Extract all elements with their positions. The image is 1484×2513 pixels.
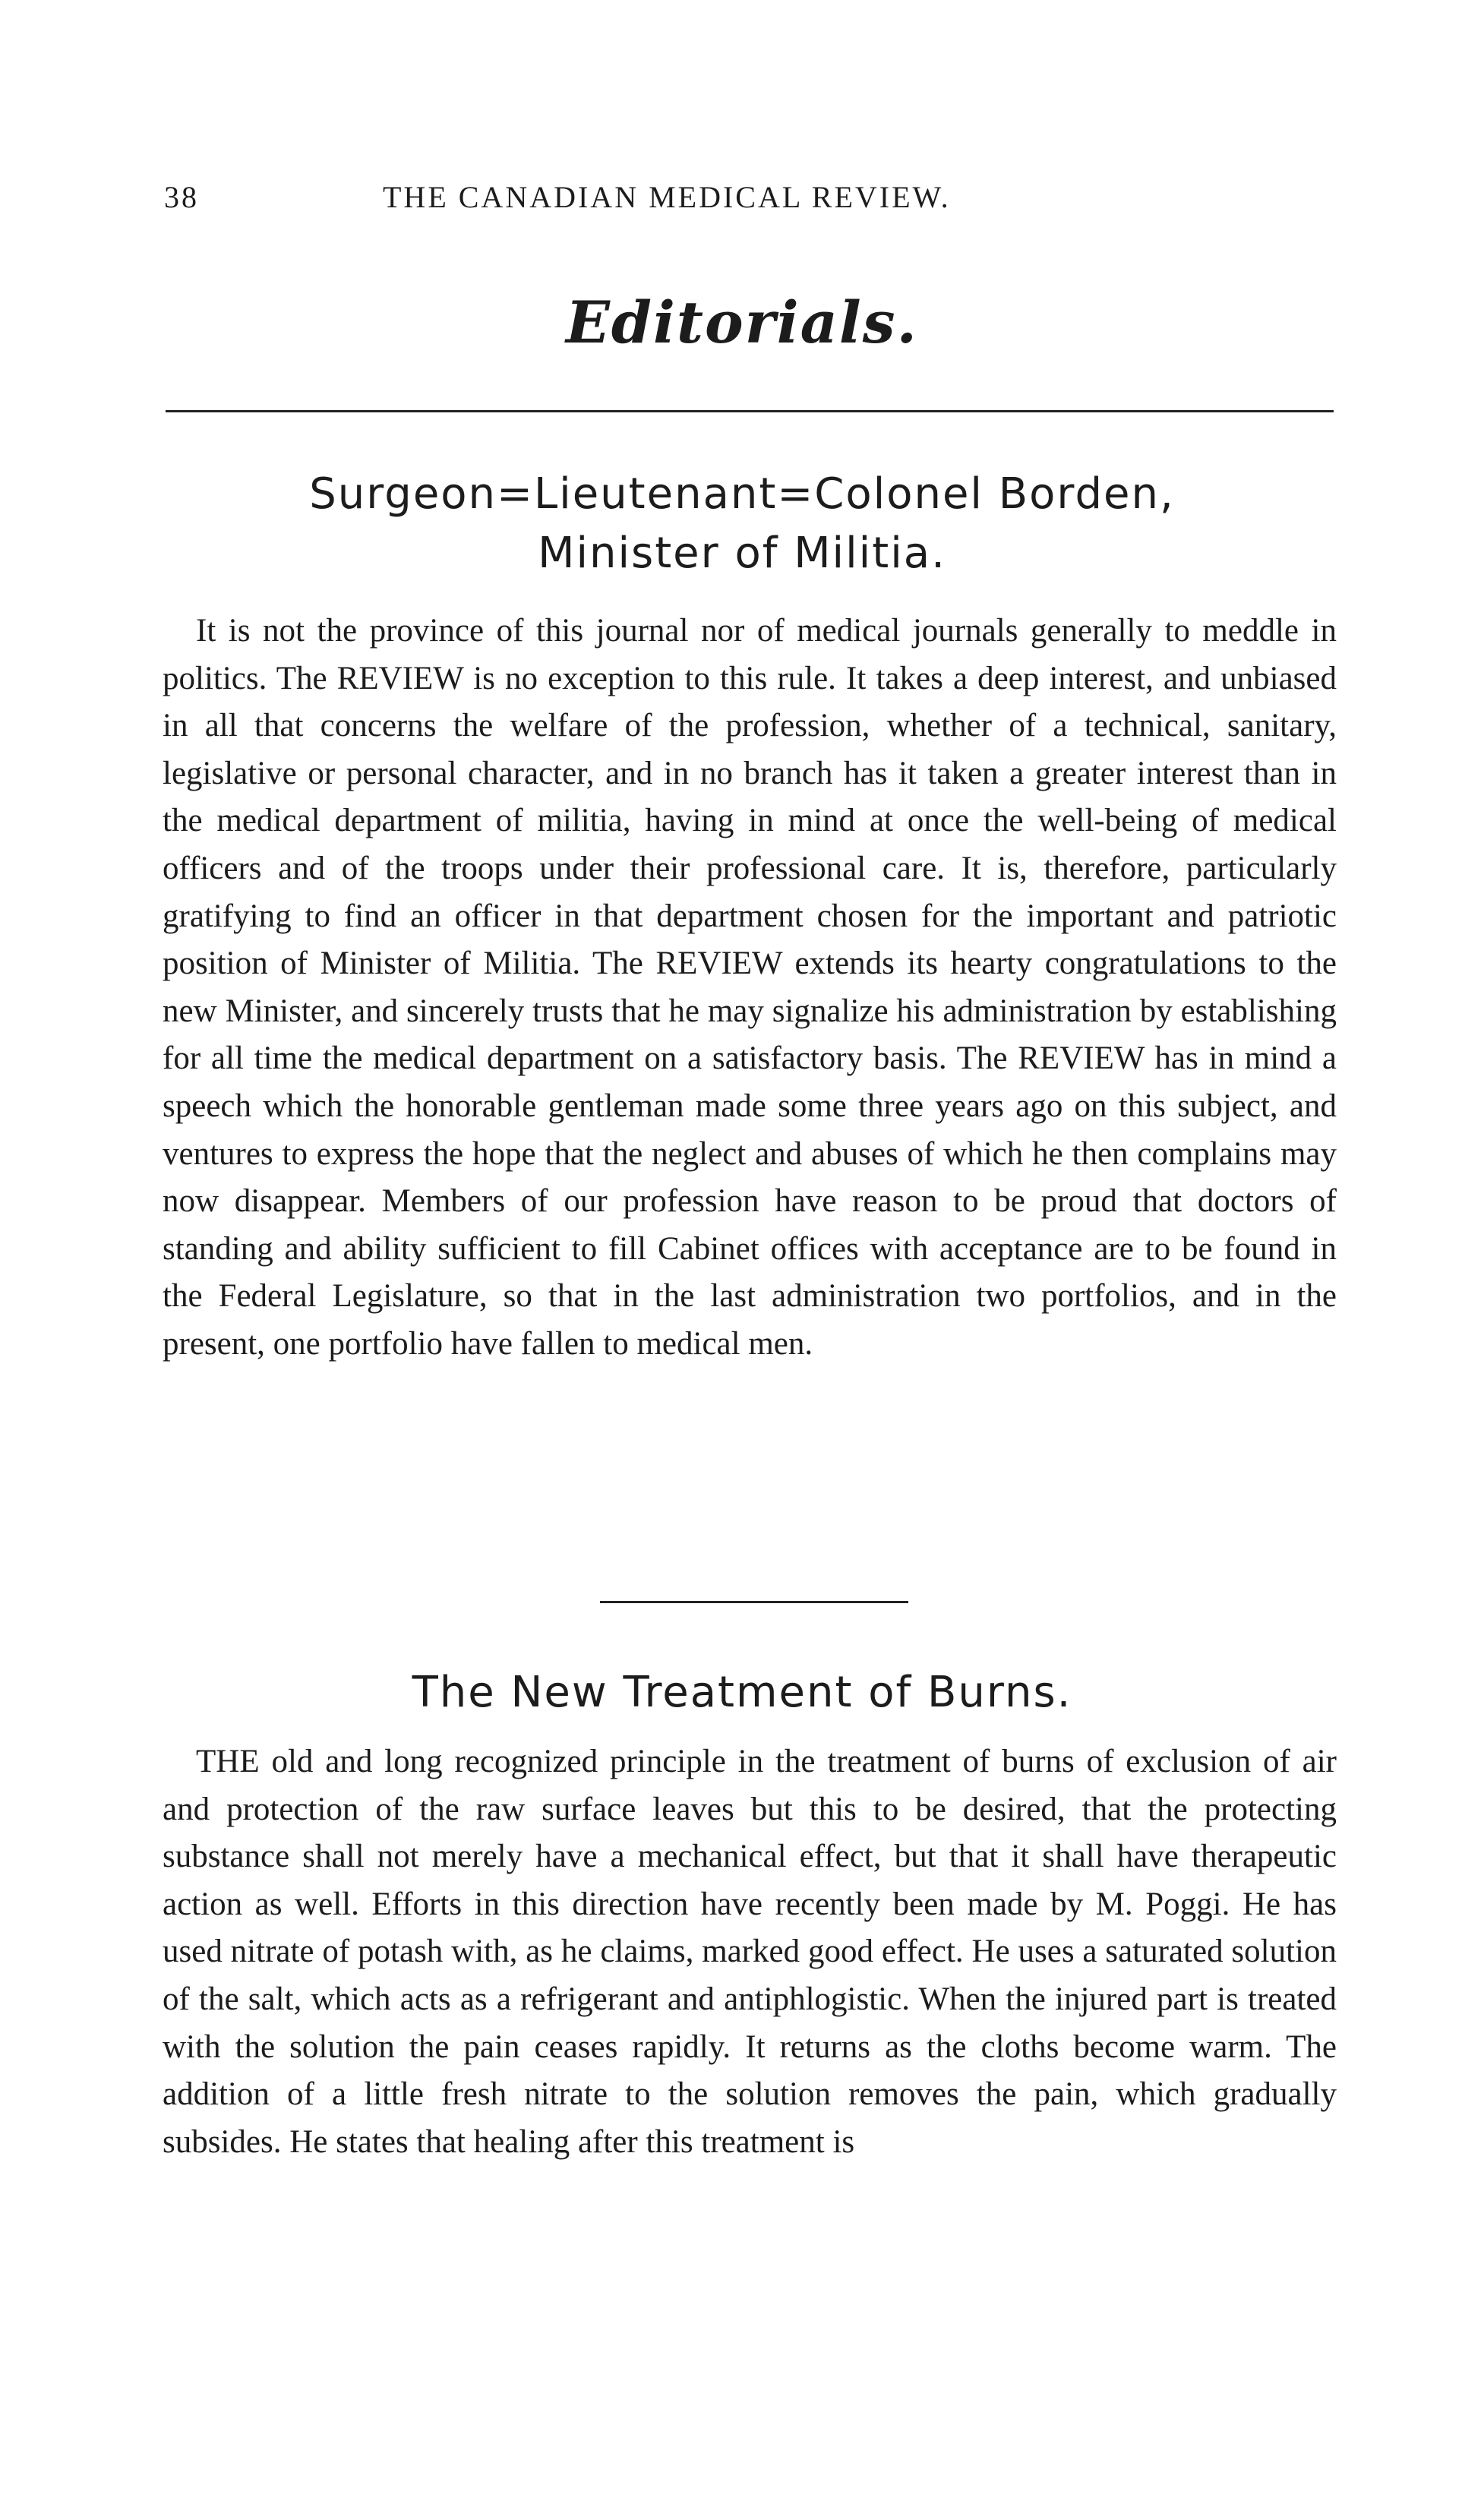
- section-divider: [166, 410, 1334, 412]
- article2-paragraph: THE old and long recognized principle in the treatment of burns of exclusion of air and protection of the raw surface leaves but this to be desired, that the protecting substance shall not merely have a mechanical effect, but that it shall have therapeutic action as well. Efforts in this direction have recently been made by M. Poggi. He has used nitrate of potash with, as he claims, marked good effect. He uses a saturated solution of the salt, which acts as a refrigerant and antiphlogistic. When the injured part is treated with the solution the pain ceases rapidly. It returns as the cloths become warm. The addition of a little fresh nitrate to the solution removes the pain, which gradually subsides. He states that healing after this treatment is: [163, 1744, 1337, 2160]
- article2-heading: The New Treatment of Burns.: [412, 1668, 1072, 1717]
- article-divider: [600, 1601, 908, 1603]
- running-head: [164, 179, 1334, 225]
- article1-heading-line1: Surgeon=Lieutenant=Colonel Borden,: [309, 469, 1175, 519]
- page-number: 38: [164, 180, 199, 214]
- journal-title: THE CANADIAN MEDICAL REVIEW.: [383, 180, 951, 214]
- article1-heading-line2: Minister of Militia.: [538, 529, 946, 578]
- article1-body: [163, 608, 1337, 1369]
- section-title: Editorials.: [565, 289, 918, 356]
- article1-paragraph: It is not the province of this journal nor of medical journals generally to meddle in politics. The REVIEW is no exception to this rule. It takes a deep interest, and unbiased in all that concerns the welfare of the profession, whether of a technical, sanitary, legislative or personal character, and in no branch has it taken a greater interest than in the medical department of militia, having in mind at once the well-being of medical officers and of the troops under their professional care. It is, therefore, particularly gratifying to find an officer in that department chosen for the important and patriotic position of Minister of Militia. The REVIEW extends its hearty congratulations to the new Minister, and sincerely trusts that he may signalize his administration by establishing for all time the medical department on a satisfactory basis. The REVIEW has in mind a speech which the honorable gentleman made some three years ago on this subject, and ventures to express the hope that the neglect and abuses of which he then complains may now disappear. Members of our profession have reason to be proud that doctors of standing and ability sufficient to fill Cabinet offices with acceptance are to be found in the Federal Legislature, so that in the last administration two portfolios, and in the present, one portfolio have fallen to medical men.: [163, 613, 1337, 1362]
- article2-body: [163, 1738, 1337, 2166]
